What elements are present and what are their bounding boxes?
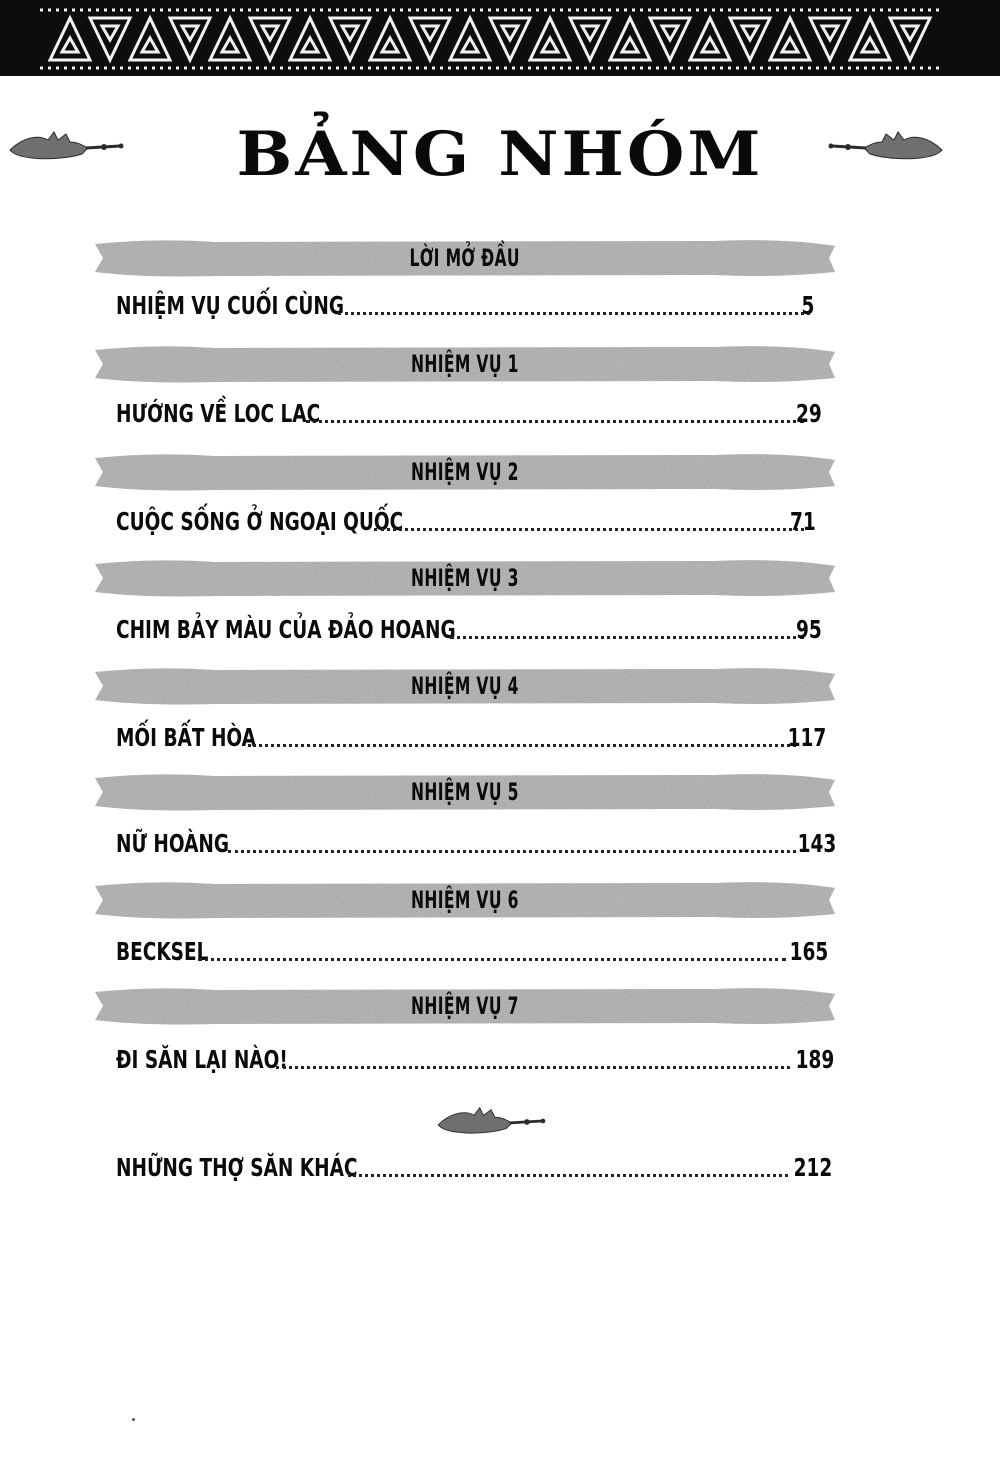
entry-page-number: 5 [801, 291, 814, 320]
section-label: NHIỆM VỤ 7 [411, 992, 519, 1020]
entry-page-number: 189 [795, 1045, 834, 1074]
entry-page-number: 71 [790, 507, 816, 536]
toc-entry [116, 930, 836, 970]
toc-entry [116, 608, 836, 648]
section-header [95, 558, 835, 598]
weapon-ornament-icon [436, 1104, 548, 1138]
entry-title: CHIM BẢY MÀU CỦA ĐẢO HOANG [116, 615, 456, 644]
entry-page-number: 212 [793, 1153, 832, 1182]
section-header [95, 344, 835, 384]
toc-entry [116, 392, 836, 432]
toc-entry [116, 716, 836, 756]
entry-page-number: 165 [789, 937, 828, 966]
leader-dots [338, 310, 810, 315]
leader-dots [348, 1172, 788, 1177]
entry-title: HƯỚNG VỀ LOC LAC [116, 399, 321, 428]
toc-entry [116, 284, 836, 324]
section-label: NHIỆM VỤ 2 [411, 458, 519, 486]
leader-dots [276, 1064, 790, 1069]
section-label: NHIỆM VỤ 4 [411, 672, 519, 700]
entry-title: NỮ HOÀNG [116, 829, 230, 858]
entry-title: BECKSEL [116, 937, 209, 966]
leader-dots [306, 418, 804, 423]
section-header [95, 238, 835, 278]
leader-dots [248, 742, 796, 747]
entry-title: NHỮNG THỢ SĂN KHÁC [116, 1153, 358, 1182]
toc-entry [116, 500, 836, 540]
section-label: LỜI MỞ ĐẦU [409, 244, 521, 272]
entry-page-number: 95 [796, 615, 822, 644]
section-header [95, 986, 835, 1026]
page-title: BẢNG NHÓM [236, 118, 764, 190]
leader-dots [228, 848, 796, 853]
entry-page-number: 117 [787, 723, 826, 752]
entry-title: MỐI BẤT HÒA [116, 723, 256, 752]
entry-title: ĐI SĂN LẠI NÀO! [116, 1045, 288, 1074]
toc-entry [116, 822, 836, 862]
entry-page-number: 143 [797, 829, 836, 858]
section-label: NHIỆM VỤ 6 [411, 886, 519, 914]
leader-dots [450, 634, 804, 639]
entry-title: NHIỆM VỤ CUỐI CÙNG [116, 291, 345, 320]
section-header [95, 666, 835, 706]
entry-page-number: 29 [796, 399, 822, 428]
leader-dots [374, 526, 804, 531]
toc-entry-extra [116, 1146, 836, 1186]
section-label: NHIỆM VỤ 3 [411, 564, 519, 592]
section-label: NHIỆM VỤ 5 [411, 778, 519, 806]
toc-entry [116, 1038, 836, 1078]
section-header [95, 772, 835, 812]
section-header [95, 452, 835, 492]
leader-dots [198, 956, 786, 961]
section-header [95, 880, 835, 920]
print-speck [132, 1418, 135, 1421]
section-label: NHIỆM VỤ 1 [411, 350, 519, 378]
entry-title: CUỘC SỐNG Ở NGOẠI QUỐC [116, 507, 404, 536]
